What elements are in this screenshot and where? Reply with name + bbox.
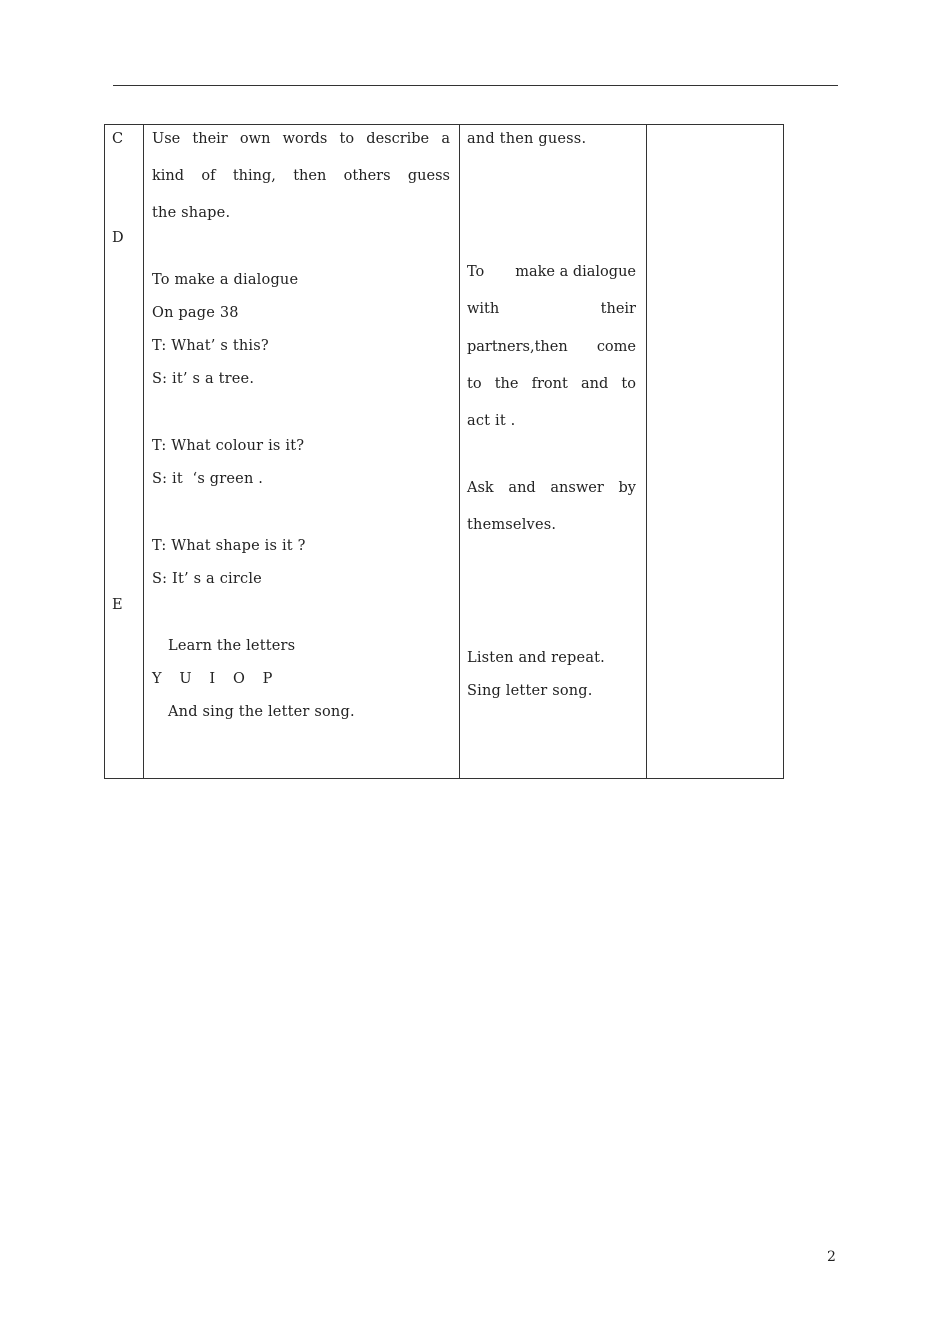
word: by (618, 480, 636, 496)
word: and (580, 376, 609, 392)
dialogue-teacher-2: T: What colour is it? (152, 438, 305, 454)
word: to (339, 131, 355, 147)
word: to (621, 376, 636, 392)
student-line-9: Sing letter song. (467, 683, 593, 699)
word: partners,then (467, 339, 568, 355)
word: the (494, 376, 519, 392)
word: to (467, 376, 482, 392)
word: Use (152, 131, 181, 147)
column-divider (459, 125, 460, 778)
student-line-8: Listen and repeat. (467, 650, 605, 666)
word: guess (407, 168, 450, 184)
word: their (192, 131, 228, 147)
word: then (293, 168, 327, 184)
dialogue-student-2: S: it ‘s green . (152, 471, 264, 487)
page-reference: On page 38 (152, 305, 239, 321)
header-rule (113, 85, 838, 86)
word: describe (366, 131, 430, 147)
word: own (239, 131, 271, 147)
word: thing, (232, 168, 276, 184)
word: a (441, 131, 450, 147)
page-number: 2 (827, 1249, 836, 1265)
student-line-6 (467, 479, 636, 497)
step-letter-e: E (112, 597, 123, 613)
word: kind (152, 168, 185, 184)
word: front (531, 376, 568, 392)
activity-line-2 (152, 167, 450, 185)
student-line-7: themselves. (467, 517, 557, 533)
letters-list: Y U I O P (152, 671, 273, 687)
student-line-3 (467, 338, 636, 356)
student-line-2 (467, 300, 636, 318)
step-letter-d: D (112, 230, 124, 246)
learn-letters: Learn the letters (168, 638, 296, 654)
word: Ask (467, 480, 494, 496)
dialogue-student-3: S: It’ s a circle (152, 571, 262, 587)
step-letter-c: C (112, 131, 124, 147)
activity-line-3: the shape. (152, 205, 231, 221)
word: and (508, 480, 536, 496)
dialogue-teacher-3: T: What shape is it ? (152, 538, 306, 554)
dialogue-title: To make a dialogue (152, 272, 299, 288)
column-divider (143, 125, 144, 778)
word: others (343, 168, 391, 184)
column-divider (646, 125, 647, 778)
word: come (596, 339, 636, 355)
dialogue-student-1: S: it’ s a tree. (152, 371, 255, 387)
word: their (600, 301, 636, 317)
student-line-1 (467, 263, 636, 281)
student-line-4 (467, 375, 636, 393)
dialogue-teacher-1: T: What’ s this? (152, 338, 269, 354)
word: answer (550, 480, 604, 496)
word: of (201, 168, 216, 184)
sing-song: And sing the letter song. (168, 704, 355, 720)
activity-line-1 (152, 130, 450, 148)
word: words (282, 131, 328, 147)
student-line-5: act it . (467, 413, 516, 429)
word: To (467, 264, 485, 280)
word: with (467, 301, 500, 317)
student-line-top: and then guess. (467, 131, 587, 147)
word: make a dialogue (515, 264, 636, 280)
